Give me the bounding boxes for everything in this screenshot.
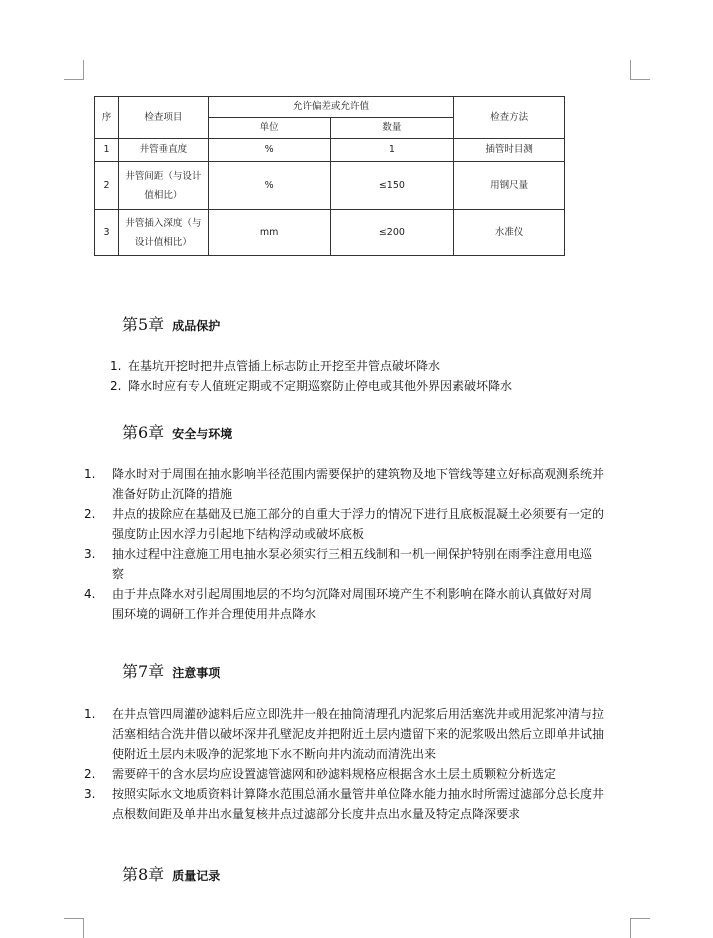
chapter-heading bbox=[122, 862, 220, 885]
list-item: 3. 抽水过程中注意施工用电抽水泵必须实行三相五线制和一机一闸保护特别在雨季注意用电巡 察 bbox=[84, 544, 644, 584]
chapter-heading bbox=[122, 312, 220, 335]
cell-item bbox=[118, 210, 208, 256]
cell-unit: % bbox=[208, 162, 330, 210]
header-method: 检查方法 bbox=[454, 97, 565, 139]
chapter-number: 第6章 bbox=[122, 423, 165, 442]
list-item-line: 井点的拔除应在基础及已施工部分的自重大于浮力的情况下进行且底板混凝土必须要有一定的 bbox=[112, 507, 605, 521]
table-row bbox=[95, 162, 565, 210]
cell-item-line: 井管插入深度（与 bbox=[125, 217, 202, 229]
cell-seq: 3 bbox=[95, 210, 119, 256]
table-row bbox=[95, 139, 565, 162]
inspection-table bbox=[94, 96, 565, 256]
header-seq: 序 bbox=[95, 97, 119, 139]
list-item-line: 抽水过程中注意施工用电抽水泵必须实行三相五线制和一机一闸保护特别在雨季注意用电巡 bbox=[112, 547, 593, 561]
list-item-line: 围环境的调研工作并合理使用井点降水 bbox=[112, 607, 317, 621]
header-unit: 单位 bbox=[208, 118, 330, 139]
list-item: 1. 在基坑开挖时把井点管插上标志防止开挖至井管点破坏降水 bbox=[110, 359, 441, 373]
list-item-line: 降水时对于周围在抽水影响半径范围内需要保护的建筑物及地下管线等建立好标高观测系统并 bbox=[112, 467, 605, 481]
cell-seq: 2 bbox=[95, 162, 119, 210]
cell-seq: 1 bbox=[95, 139, 119, 162]
list-item-text: 降水时应有专人值班定期或不定期巡察防止停电或其他外界因素破坏降水 bbox=[128, 379, 513, 393]
list-item: 4. 由于井点降水对引起周围地层的不均匀沉降对周围环境产生不利影响在降水前认真做好对周 围环境的调研工作并合理使用井点降水 bbox=[84, 584, 644, 624]
chapter-list bbox=[110, 356, 590, 396]
cell-quantity: ≤150 bbox=[330, 162, 454, 210]
list-item: 3. 按照实际水文地质资料计算降水范围总涌水量管井单位降水能力抽水时所需过滤部分总长度井 点根数间距及单井出水量复核井点过滤部分长度井点出水量及特定点降深要求 bbox=[84, 784, 644, 824]
table-header-row bbox=[95, 97, 565, 118]
cell-item bbox=[118, 162, 208, 210]
list-item-line: 察 bbox=[112, 567, 125, 581]
chapter-list bbox=[84, 464, 644, 624]
list-item-line: 需要碎干的含水层均应设置滤管滤网和砂滤料规格应根据含水土层土质颗粒分析选定 bbox=[112, 767, 557, 781]
list-item: 1. 降水时对于周围在抽水影响半径范围内需要保护的建筑物及地下管线等建立好标高观测系统并 准备好防止沉降的措施 bbox=[84, 464, 644, 504]
chapter-list bbox=[84, 704, 644, 824]
chapter-number: 第8章 bbox=[122, 865, 165, 884]
list-item-line: 活塞相结合洗井借以破坏深井孔壁泥皮并把附近土层内遗留下来的泥浆吸出然后立即单井试抽 bbox=[112, 727, 605, 741]
list-item-line: 强度防止因水浮力引起地下结构浮动或破坏底板 bbox=[112, 527, 365, 541]
cell-item: 井管垂直度 bbox=[118, 139, 208, 162]
list-item: 2. 需要碎干的含水层均应设置滤管滤网和砂滤料规格应根据含水土层土质颗粒分析选定 bbox=[84, 764, 644, 784]
cell-unit: mm bbox=[208, 210, 330, 256]
list-item-line: 按照实际水文地质资料计算降水范围总涌水量管井单位降水能力抽水时所需过滤部分总长度井 bbox=[112, 787, 605, 801]
chapter-title: 安全与环境 bbox=[172, 427, 233, 441]
list-item-line: 使附近土层内未吸净的泥浆地下水不断向井内流动而清洗出来 bbox=[112, 747, 437, 761]
cell-item-line: 值相比） bbox=[144, 189, 183, 201]
cell-item-line: 井管间距（与设计 bbox=[125, 170, 202, 182]
table-row bbox=[95, 210, 565, 256]
header-allowed: 允许偏差或允许值 bbox=[208, 97, 453, 118]
header-item: 检查项目 bbox=[118, 97, 208, 139]
list-item-text: 在基坑开挖时把井点管插上标志防止开挖至井管点破坏降水 bbox=[128, 359, 441, 373]
cell-quantity: ≤200 bbox=[330, 210, 454, 256]
list-item-line: 在井点管四周灌砂滤料后应立即洗井一般在抽筒清理孔内泥浆后用活塞洗井或用泥浆冲清与拉 bbox=[112, 707, 605, 721]
header-quantity: 数量 bbox=[330, 118, 454, 139]
cell-unit: % bbox=[208, 139, 330, 162]
cell-quantity: 1 bbox=[330, 139, 454, 162]
cell-method: 插管时目测 bbox=[454, 139, 565, 162]
list-item: 2. 井点的拔除应在基础及已施工部分的自重大于浮力的情况下进行且底板混凝土必须要有一定的 强度防止因水浮力引起地下结构浮动或破坏底板 bbox=[84, 504, 644, 544]
chapter-title: 成品保护 bbox=[172, 319, 221, 333]
list-item: 1. 在井点管四周灌砂滤料后应立即洗井一般在抽筒清理孔内泥浆后用活塞洗井或用泥浆冲清与拉 活塞相结合洗井借以破坏深井孔壁泥皮并把附近土层内遗留下来的泥浆吸出然后立即单井试抽 使附近土层内未吸净的泥浆地下水不断向井内流动而清洗出来 bbox=[84, 704, 644, 764]
cell-method: 水准仪 bbox=[454, 210, 565, 256]
chapter-heading bbox=[122, 420, 232, 443]
chapter-number: 第5章 bbox=[122, 315, 165, 334]
list-item: 2. 降水时应有专人值班定期或不定期巡察防止停电或其他外界因素破坏降水 bbox=[110, 379, 513, 393]
list-item-line: 由于井点降水对引起周围地层的不均匀沉降对周围环境产生不利影响在降水前认真做好对周 bbox=[112, 587, 593, 601]
chapter-title: 注意事项 bbox=[172, 666, 221, 680]
chapter-title: 质量记录 bbox=[172, 869, 221, 883]
list-item-line: 点根数间距及单井出水量复核井点过滤部分长度井点出水量及特定点降深要求 bbox=[112, 807, 521, 821]
cell-item-line: 设计值相比） bbox=[134, 236, 192, 248]
cell-method: 用钢尺量 bbox=[454, 162, 565, 210]
list-item-line: 准备好防止沉降的措施 bbox=[112, 487, 233, 501]
chapter-number: 第7章 bbox=[122, 662, 165, 681]
chapter-heading bbox=[122, 659, 220, 682]
